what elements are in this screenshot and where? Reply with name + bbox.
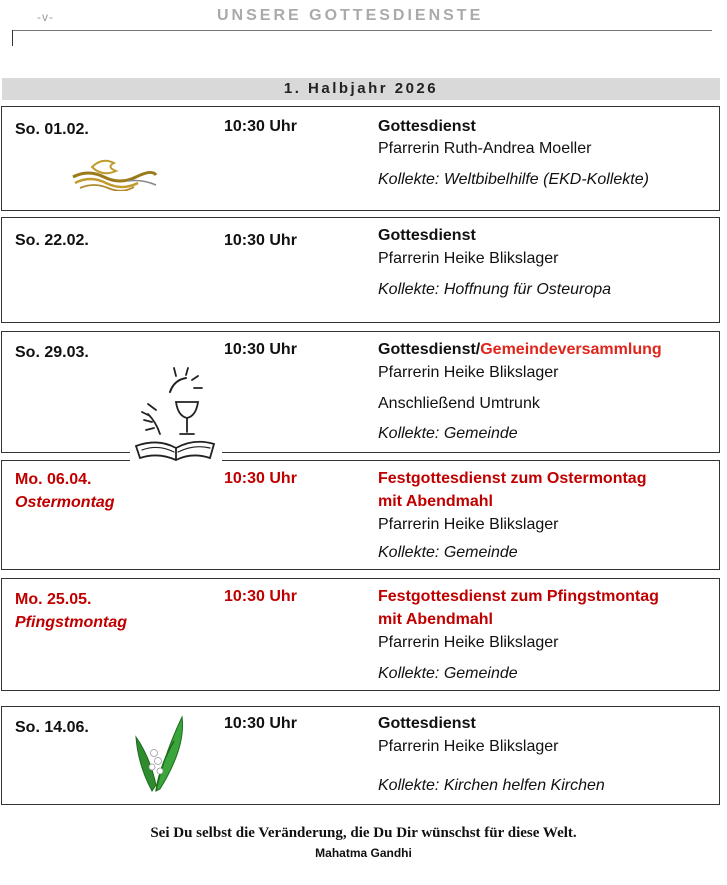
service-collection: Kollekte: Gemeinde bbox=[378, 425, 518, 442]
service-pastor: Pfarrerin Heike Blikslager bbox=[378, 364, 559, 381]
service-pastor: Pfarrerin Heike Blikslager bbox=[378, 738, 559, 755]
service-date: So. 14.06. bbox=[15, 719, 89, 736]
service-date: So. 01.02. bbox=[15, 121, 89, 138]
service-date: So. 22.02. bbox=[15, 232, 89, 249]
service-title: Gottesdienst/Gemeindeversammlung bbox=[378, 341, 662, 358]
quote-author: Mahatma Gandhi bbox=[315, 846, 412, 860]
chalice-bible-icon bbox=[130, 364, 222, 464]
service-collection: Kollekte: Gemeinde bbox=[378, 665, 518, 682]
service-title: Gottesdienst bbox=[378, 118, 476, 135]
service-title: Gottesdienst bbox=[378, 715, 476, 732]
service-collection: Kollekte: Kirchen helfen Kirchen bbox=[378, 777, 605, 794]
service-entry bbox=[1, 217, 720, 323]
service-collection: Kollekte: Weltbibelhilfe (EKD-Kollekte) bbox=[378, 171, 649, 188]
service-title: Gottesdienst bbox=[378, 227, 476, 244]
service-entry bbox=[1, 106, 720, 211]
service-time: 10:30 Uhr bbox=[224, 715, 297, 732]
service-time: 10:30 Uhr bbox=[224, 341, 297, 358]
text-cursor bbox=[12, 30, 13, 46]
service-collection: Kollekte: Gemeinde bbox=[378, 544, 518, 561]
service-date: So. 29.03. bbox=[15, 344, 89, 361]
service-note: Anschließend Umtrunk bbox=[378, 395, 540, 412]
service-entry bbox=[1, 706, 720, 805]
service-title: Festgottesdienst zum Ostermontag bbox=[378, 470, 647, 487]
service-date: Mo. 06.04. bbox=[15, 471, 92, 488]
fish-waves-icon bbox=[70, 155, 158, 191]
period-heading: 1. Halbjahr 2026 bbox=[2, 78, 720, 100]
service-time: 10:30 Uhr bbox=[224, 588, 297, 605]
service-title-line2: mit Abendmahl bbox=[378, 493, 493, 510]
lily-of-the-valley-icon bbox=[130, 715, 188, 795]
page-title: UNSERE GOTTESDIENSTE bbox=[217, 7, 484, 24]
holiday-name: Pfingstmontag bbox=[15, 614, 127, 631]
service-pastor: Pfarrerin Heike Blikslager bbox=[378, 516, 559, 533]
service-date: Mo. 25.05. bbox=[15, 591, 92, 608]
service-title: Festgottesdienst zum Pfingstmontag bbox=[378, 588, 659, 605]
page-number: -v- bbox=[37, 10, 54, 24]
service-title-line2: mit Abendmahl bbox=[378, 611, 493, 628]
service-entry bbox=[1, 460, 720, 570]
service-time: 10:30 Uhr bbox=[224, 118, 297, 135]
service-pastor: Pfarrerin Heike Blikslager bbox=[378, 634, 559, 651]
service-time: 10:30 Uhr bbox=[224, 232, 297, 249]
holiday-name: Ostermontag bbox=[15, 494, 115, 511]
service-entry bbox=[1, 331, 720, 453]
service-pastor: Pfarrerin Ruth-Andrea Moeller bbox=[378, 140, 592, 157]
service-pastor: Pfarrerin Heike Blikslager bbox=[378, 250, 559, 267]
service-time: 10:30 Uhr bbox=[224, 470, 297, 487]
quote-text: Sei Du selbst die Veränderung, die Du Dir wünschst für diese Welt. bbox=[150, 825, 577, 841]
service-title-extra: Gemeindeversammlung bbox=[480, 341, 662, 358]
service-entry bbox=[1, 578, 720, 691]
service-collection: Kollekte: Hoffnung für Osteuropa bbox=[378, 281, 612, 298]
header-rule bbox=[12, 30, 712, 31]
